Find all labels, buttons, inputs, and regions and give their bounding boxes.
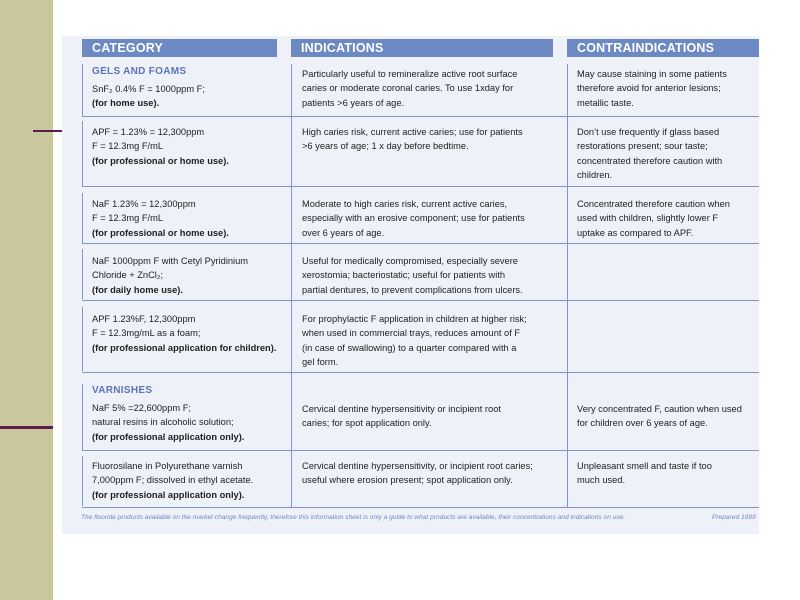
- indications-line: Moderate to high caries risk, current active caries,: [302, 199, 508, 209]
- indications-line: over 6 years of age.: [302, 227, 385, 238]
- row-indications: [302, 254, 523, 297]
- column-divider: [82, 64, 83, 116]
- row-contraindications: [577, 67, 727, 110]
- prepared-date: Prepared 1999: [712, 514, 756, 521]
- category-line: F = 12.3mg F/mL: [92, 141, 164, 152]
- row-indications: [302, 125, 523, 154]
- row-separator: [82, 507, 759, 508]
- column-divider: [82, 384, 83, 450]
- category-line: Chloride + ZnCl₂;: [92, 270, 164, 281]
- footnote: The fluoride products available on the market change frequently, therefore this information sheet is only a guide to what products are available, their concentrations and indications on use.: [81, 514, 626, 521]
- indications-line: (in case of swallowing) to a quarter compared with a: [302, 342, 517, 353]
- fluoride-table-sheet: [62, 36, 759, 534]
- row-category: [92, 254, 248, 297]
- row-contraindications: [577, 459, 712, 488]
- row-category: [92, 82, 205, 111]
- contraindications-line: May cause staining in some patients: [577, 69, 727, 79]
- column-divider: [567, 64, 568, 507]
- category-line: APF 1.23%F, 12,300ppm: [92, 314, 196, 324]
- contraindications-line: used with children, slightly lower F: [577, 213, 719, 224]
- category-line: 7,000ppm F; dissolved in ethyl acetate.: [92, 475, 254, 486]
- indications-line: gel form.: [302, 356, 339, 367]
- column-divider: [82, 249, 83, 299]
- section-title-varnishes: VARNISHES: [92, 385, 153, 396]
- category-line: Fluorosilane in Polyurethane varnish: [92, 461, 243, 471]
- accent-line: [0, 426, 53, 429]
- row-contraindications: [577, 125, 722, 182]
- row-separator: [82, 186, 759, 187]
- header-contraindications: CONTRAINDICATIONS: [567, 39, 759, 57]
- category-line: APF = 1.23% = 12,300ppm: [92, 127, 205, 137]
- row-separator: [82, 116, 759, 117]
- indications-line: partial dentures, to prevent complications from ulcers.: [302, 284, 523, 295]
- row-category: [92, 459, 253, 502]
- category-line: NaF 1.23% = 12,300ppm: [92, 199, 196, 209]
- indications-line: useful where erosion present; spot application only.: [302, 475, 513, 486]
- category-usage: (for daily home use).: [92, 284, 183, 295]
- left-decor-bar: [0, 0, 53, 600]
- contraindications-line: uptake as compared to APF.: [577, 227, 694, 238]
- contraindications-line: Very concentrated F, caution when used: [577, 404, 742, 414]
- indications-line: Useful for medically compromised, especially severe: [302, 256, 518, 266]
- row-indications: [302, 67, 517, 110]
- category-line: NaF 5% =22,600ppm F;: [92, 403, 191, 413]
- row-contraindications: [577, 197, 730, 240]
- row-separator: [82, 372, 759, 373]
- indications-line: High caries risk, current active caries; use for patients: [302, 127, 523, 137]
- indications-line: Cervical dentine hypersensitivity or incipient root: [302, 404, 501, 414]
- contraindications-line: concentrated therefore caution with: [577, 155, 723, 166]
- contraindications-line: much used.: [577, 475, 626, 486]
- row-separator: [82, 300, 759, 301]
- row-category: [92, 401, 244, 444]
- category-line: SnF₂ 0.4% F = 1000ppm F;: [92, 84, 205, 94]
- header-category: CATEGORY: [82, 39, 277, 57]
- row-category: [92, 125, 229, 168]
- indications-line: caries; for spot application only.: [302, 418, 432, 429]
- header-indications: INDICATIONS: [291, 39, 553, 57]
- category-line: F = 12.3mg F/mL: [92, 213, 164, 224]
- row-separator: [82, 243, 759, 244]
- accent-line: [33, 130, 63, 132]
- row-indications: [302, 312, 527, 369]
- indications-line: when used in commercial trays, reduces amount of F: [302, 328, 521, 339]
- category-usage: (for professional or home use).: [92, 227, 229, 238]
- indications-line: caries or moderate coronal caries. To use 1xday for: [302, 83, 514, 94]
- row-category: [92, 312, 276, 355]
- indications-line: patients >6 years of age.: [302, 97, 405, 108]
- contraindications-line: children.: [577, 169, 613, 180]
- column-divider: [82, 193, 83, 243]
- category-line: F = 12.3mg/mL as a foam;: [92, 328, 201, 339]
- category-line: natural resins in alcoholic solution;: [92, 417, 234, 428]
- row-indications: [302, 197, 525, 240]
- contraindications-line: therefore avoid for anterior lesions;: [577, 83, 721, 94]
- contraindications-line: Don’t use frequently if glass based: [577, 127, 720, 137]
- column-divider: [291, 64, 292, 507]
- category-usage: (for professional application for children).: [92, 342, 277, 353]
- indications-line: xerostomia; bacteriostatic; useful for patients with: [302, 270, 506, 281]
- category-usage: (for professional application only).: [92, 431, 245, 442]
- category-usage: (for professional application only).: [92, 489, 245, 500]
- indications-line: especially with an erosive component; use for patients: [302, 213, 525, 224]
- section-title-gels: GELS AND FOAMS: [92, 66, 187, 77]
- indications-line: >6 years of age; 1 x day before bedtime.: [302, 141, 469, 152]
- indications-line: Particularly useful to remineralize active root surface: [302, 69, 518, 79]
- row-indications: [302, 402, 501, 431]
- column-divider: [82, 121, 83, 186]
- row-indications: [302, 459, 533, 488]
- column-divider: [82, 456, 83, 506]
- contraindications-line: metallic taste.: [577, 97, 634, 108]
- category-line: NaF 1000ppm F with Cetyl Pyridinium: [92, 256, 249, 266]
- row-contraindications: [577, 402, 742, 431]
- contraindications-line: Unpleasant smell and taste if too: [577, 461, 712, 471]
- row-category: [92, 197, 229, 240]
- contraindications-line: Concentrated therefore caution when: [577, 199, 730, 209]
- indications-line: Cervical dentine hypersensitivity, or incipient root caries;: [302, 461, 533, 471]
- column-divider: [82, 307, 83, 371]
- category-usage: (for professional or home use).: [92, 155, 229, 166]
- indications-line: For prophylactic F application in children at higher risk;: [302, 314, 527, 324]
- row-separator: [82, 450, 759, 451]
- contraindications-line: for children over 6 years of age.: [577, 418, 708, 429]
- contraindications-line: restorations present; sour taste;: [577, 141, 708, 152]
- category-usage: (for home use).: [92, 98, 160, 109]
